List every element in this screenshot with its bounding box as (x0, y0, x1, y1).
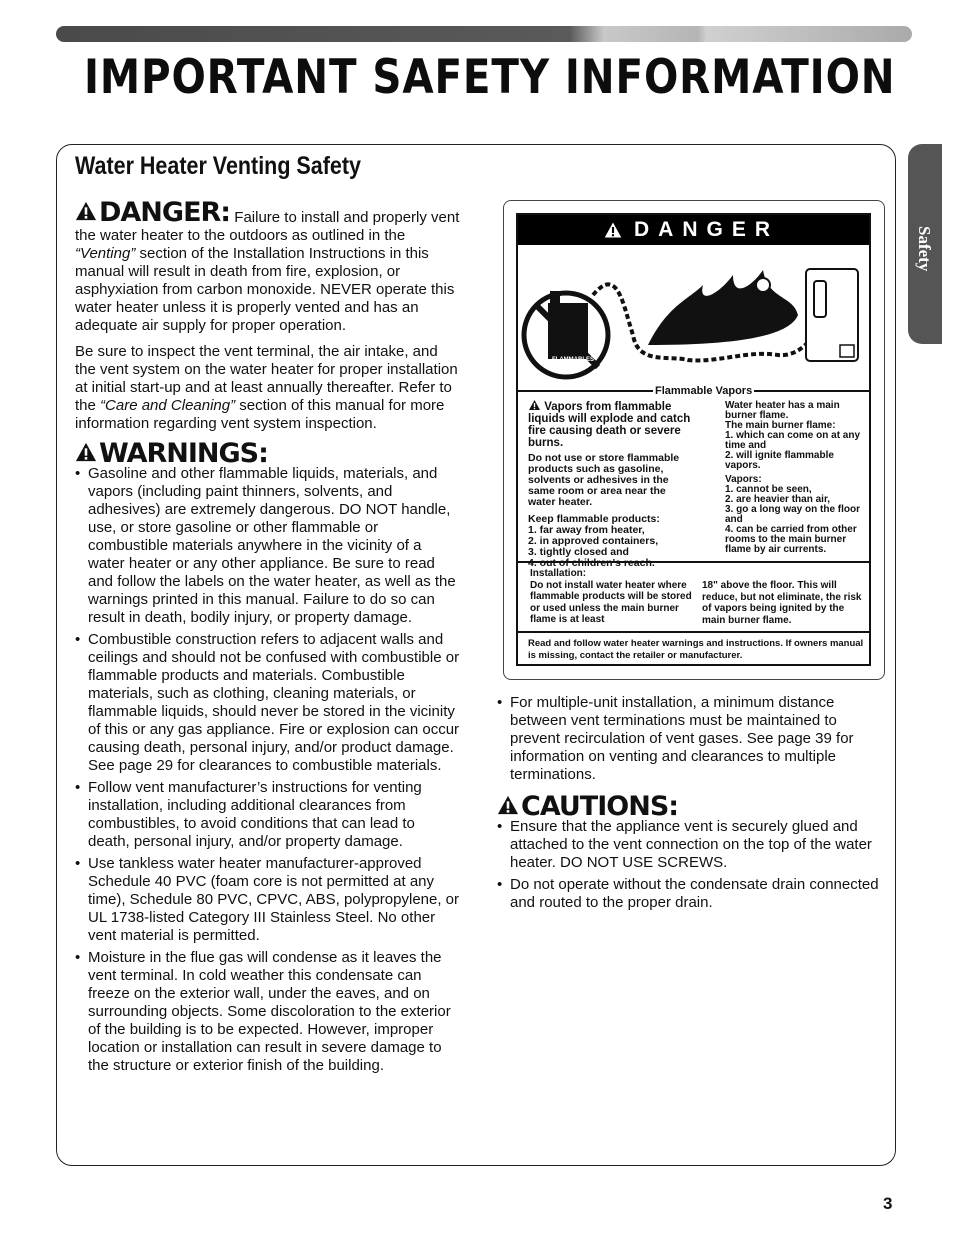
list-item: • Ensure that the appliance vent is securely glued and attached to the vent connection on the top of the water heater. DO NOT USE SCREWS. (497, 818, 881, 872)
section-title: Water Heater Venting Safety (75, 152, 361, 180)
list-item: • Use tankless water heater manufacturer-approved Schedule 40 PVC (foam core is not permitted at any time), Schedule 80 PVC, CPVC, ABS, polypropylene, or UL 1738-listed Category III Stainless Steel. No other vent material is permitted. (75, 855, 460, 945)
list-item: 1. cannot be seen, (725, 484, 812, 495)
warning-triangle-icon (75, 200, 97, 222)
label-installation-right: 18" above the floor. This will reduce, but not eliminate, the risk of vapors being ignited by the main burner flame. (702, 580, 862, 626)
cautions-list (497, 818, 881, 912)
label-installation-left: Installation: Do not install water heater where flammable products will be stored or used unless the main burner flame is at least (530, 568, 692, 625)
danger-heading: DANGER: (75, 200, 230, 222)
flammable-vapors-illustration (518, 245, 869, 390)
label-headline: Vapors from flammable liquids will explode and catch fire causing death or severe burns. (528, 401, 691, 449)
list-item: • Follow vent manufacturer’s instructions for venting installation, including additional clearances from combustibles, to avoid conditions that can lead to death, personal injury, and/or property damage. (75, 779, 460, 851)
label-left-text (528, 399, 696, 569)
label-vapors-title: Vapors: (725, 474, 762, 485)
list-item: 4. can be carried from other rooms to the main burner flame by air currents. (725, 524, 857, 555)
warning-triangle-icon (75, 441, 97, 463)
list-item: 4. out of children's reach. (528, 557, 655, 569)
flammable-vapors-caption: Flammable Vapors (655, 385, 753, 397)
right-column (497, 694, 881, 916)
label-footer: Read and follow water heater warnings and instructions. If owners manual is missing, contact the retailer or manufacturer. (528, 638, 864, 661)
inspection-paragraph: Be sure to inspect the vent terminal, the air intake, and the vent system on the water heater for proper installation at initial start-up and at least annually thereafter. Refer to the “Care and Cleaning” section of this manual for more information regarding vent system inspection. (75, 343, 458, 432)
label-flame-title: The main burner flame: (725, 420, 836, 431)
danger-paragraph: DANGER: Failure to install and properly vent the water heater to the outdoors as outlined in the “Venting” section of the Installation Instructions in this manual will result in death from fire, explosion, or asphyxiation from carbon monoxide. NEVER operate this water heater unless it is properly vented and has an adequate air supply for proper operation. (75, 197, 460, 334)
warning-triangle-icon (528, 399, 541, 411)
section-side-tab (908, 144, 942, 344)
left-column (75, 197, 460, 1079)
list-item: • For multiple-unit installation, a minimum distance between vent terminations must be maintained to prevent recirculation of vent gases. See page 39 for information on venting and clearances to multiple terminations. (497, 694, 881, 784)
label-keep-title: Keep flammable products: (528, 513, 660, 525)
list-item: 1. which can come on at any time and (725, 430, 861, 451)
label-do-not-use: Do not use or store flammable products such as gasoline, solvents or adhesives in the same room or area near the water heater. (528, 452, 680, 508)
multi-unit-list (497, 694, 881, 784)
page-number: 3 (883, 1194, 893, 1213)
header-decorative-bar (56, 26, 912, 42)
page-title: IMPORTANT SAFETY INFORMATION (84, 50, 896, 105)
danger-label-banner: DANGER (518, 215, 869, 245)
flammables-can-label: FLAMMABLES (552, 357, 594, 363)
danger-label (516, 213, 871, 666)
list-item: 2. will ignite flammable vapors. (725, 450, 834, 471)
label-installation (518, 563, 869, 633)
list-item: • Combustible construction refers to adjacent walls and ceilings and should not be confused with combustible or flammable products and materials. Combustible materials, such as clothing, cleaning materials, or flammable liquids, should never be stored in the vicinity of this or any gas appliance. Fire or explosion can occur causing death, personal injury, and/or product damage. See page 29 for clearances to combustible materials. (75, 631, 460, 775)
list-item: • Do not operate without the condensate drain connected and routed to the proper drain. (497, 876, 881, 912)
warnings-heading: WARNINGS: (75, 441, 460, 463)
warnings-list (75, 465, 460, 1075)
warning-triangle-icon (604, 221, 622, 239)
danger-label-illustration (518, 245, 869, 397)
list-item: • Gasoline and other flammable liquids, materials, and vapors (including paint thinners, solvents, and adhesives) are extremely dangerous. DO NOT handle, use, or store gasoline or other flammable or combustible materials anywhere in the vicinity of a water heater or any other appliance. Be sure to read and follow the labels on the water heater, as well as the warnings printed in this manual. Failure to do so can result in death, bodily injury, or property damage. (75, 465, 460, 627)
label-flame-intro: Water heater has a main burner flame. (725, 400, 840, 421)
list-item: 2. in approved containers, (528, 535, 659, 547)
list-item: 1. far away from heater, (528, 524, 645, 536)
list-item: 2. are heavier than air, (725, 494, 831, 505)
list-item: • Moisture in the flue gas will condense as it leaves the vent terminal. In cold weather this condensate can freeze on the exterior wall, under the eaves, and on surrounding objects. Some discoloration to the exterior of the building is to be expected. However, improper location or installation can result in severe damage to the structure or exterior finish of the building. (75, 949, 460, 1075)
danger-label-details (518, 391, 869, 569)
warning-triangle-icon (497, 794, 519, 816)
list-item: 3. go a long way on the floor and (725, 504, 861, 525)
side-tab-label: Safety (915, 226, 934, 272)
label-right-text (725, 401, 865, 555)
list-item: 3. tightly closed and (528, 546, 629, 558)
cautions-heading: CAUTIONS: (497, 794, 881, 816)
